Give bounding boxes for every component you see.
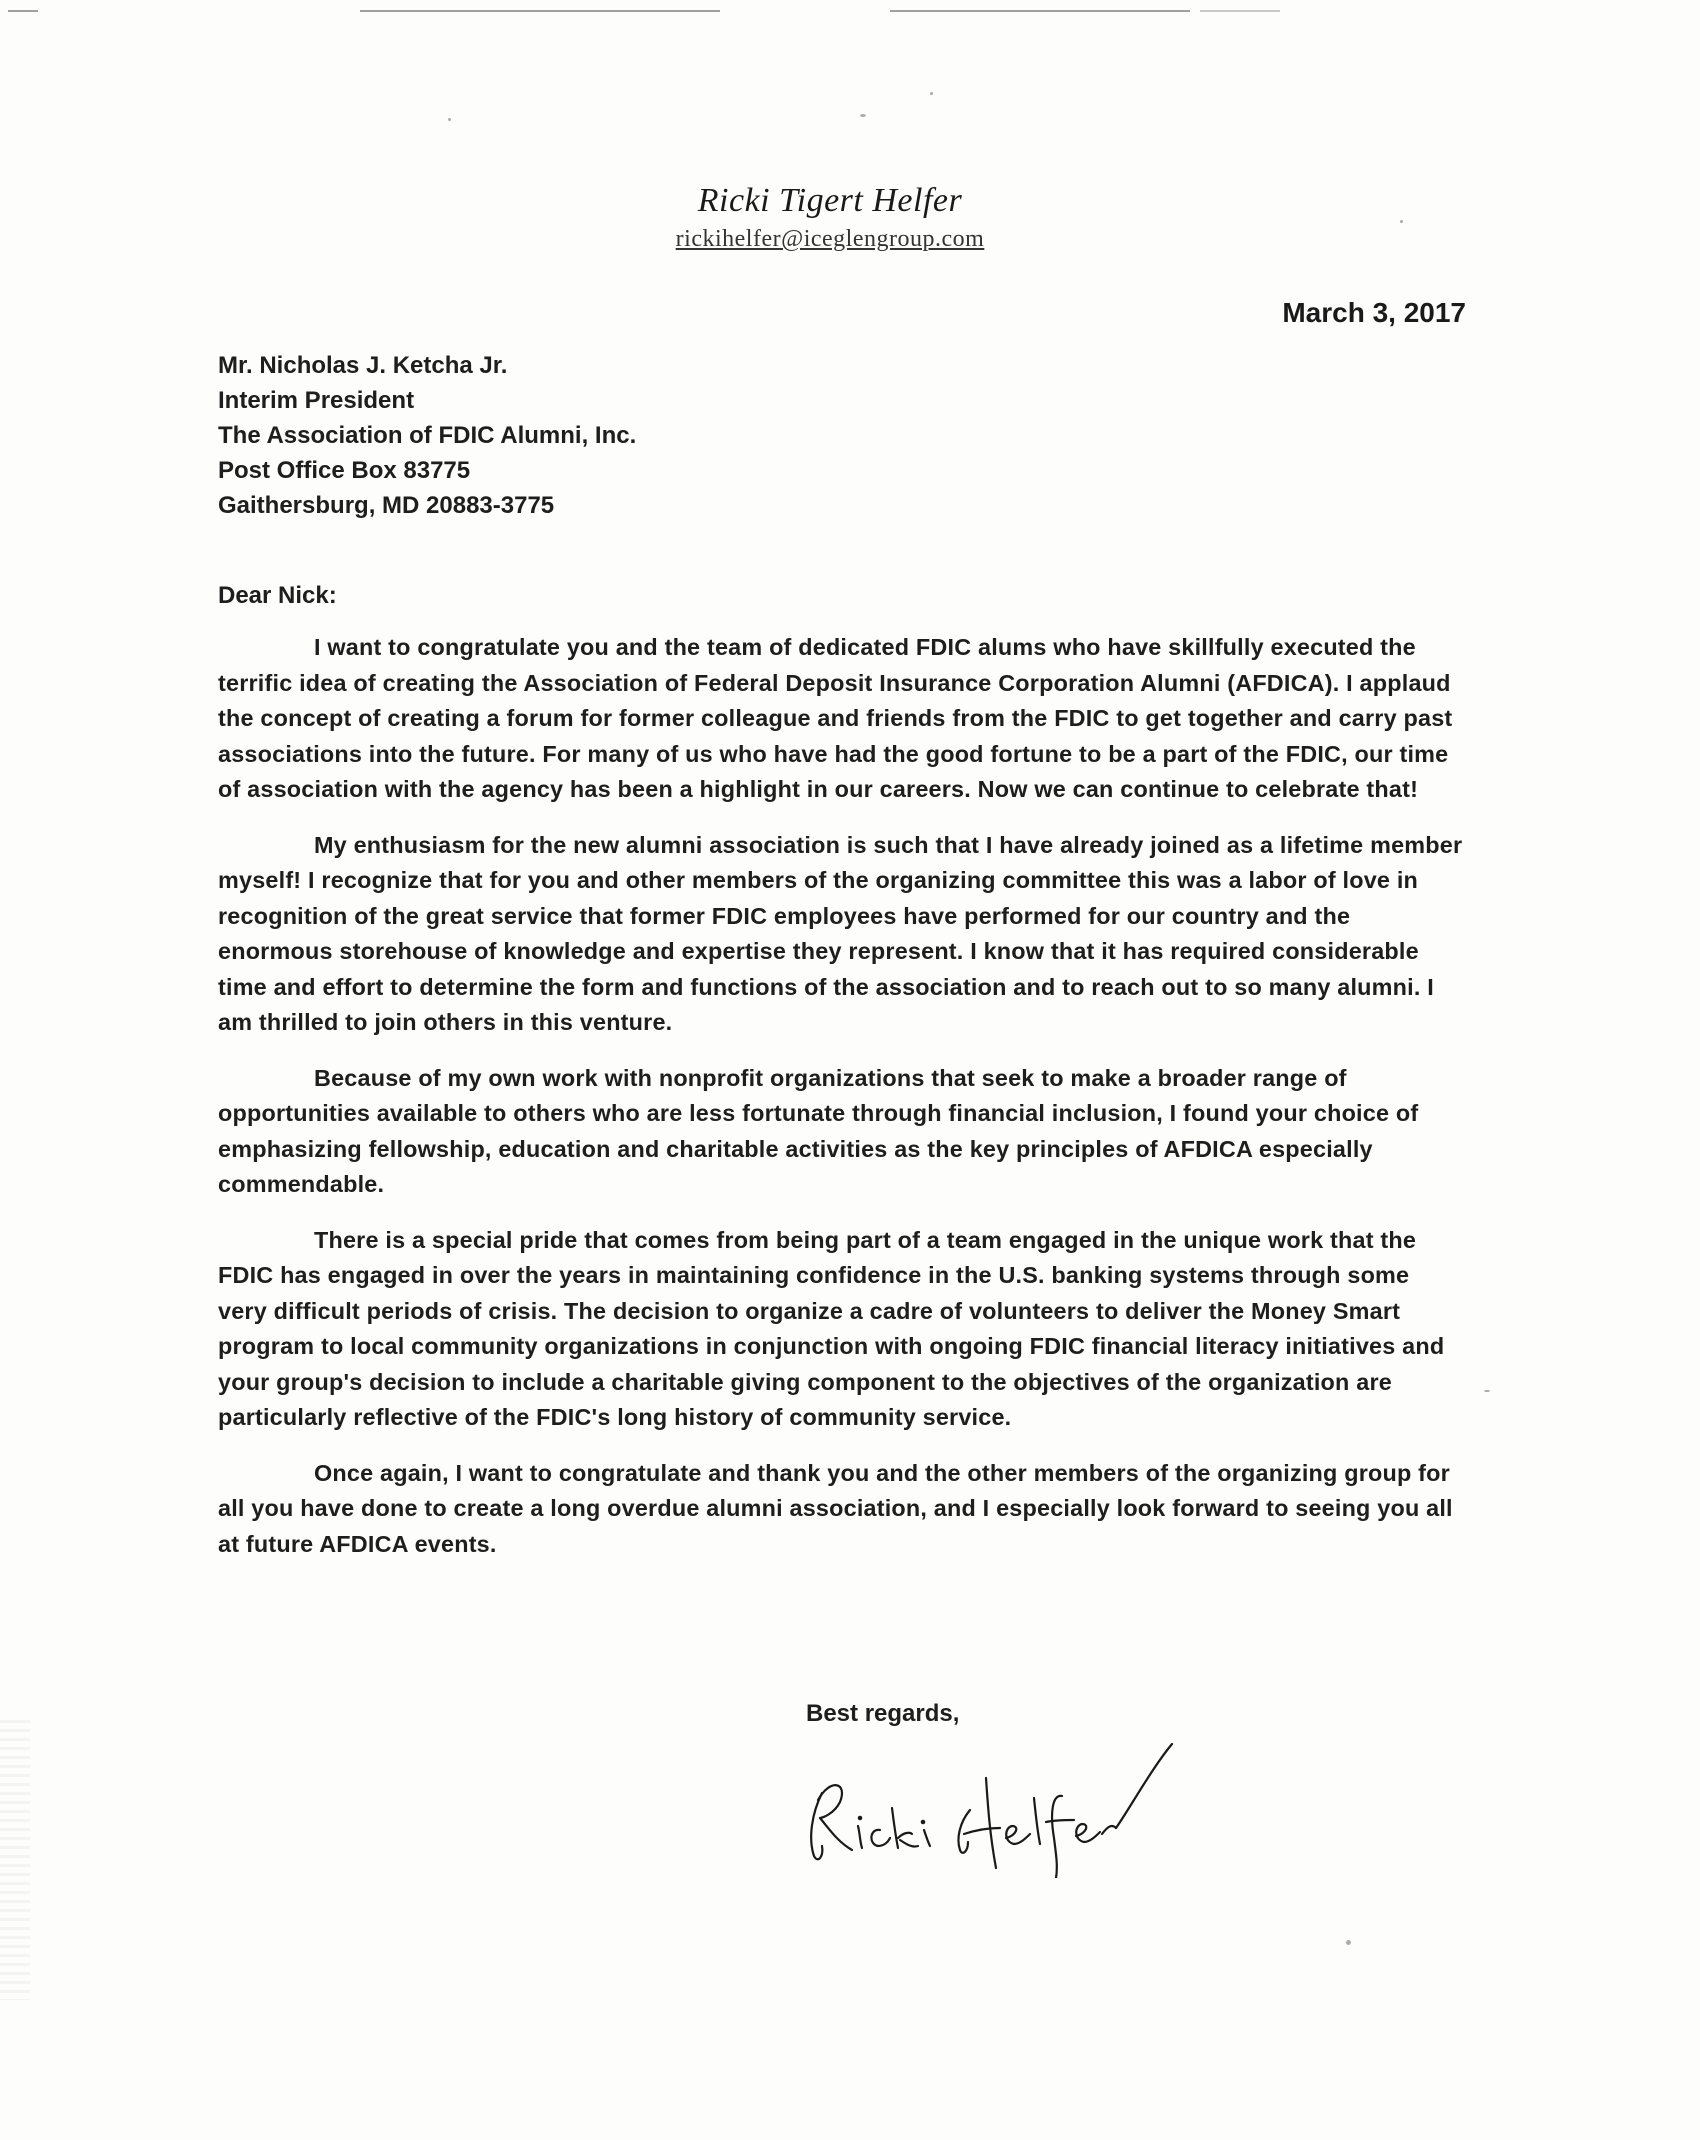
closing: Best regards, — [806, 1700, 960, 1727]
handwritten-signature — [800, 1738, 1180, 1878]
body-paragraph: Because of my own work with nonprofit organizations that seek to make a broader range of opportunities available to others who are less fortunate through financial inclusion, I found your choice of emphasizing fellowship, education and charitable activities as the key principles of AFDICA especially commendable. — [218, 1064, 1419, 1197]
salutation: Dear Nick: — [218, 582, 337, 609]
letter-date: March 3, 2017 — [1282, 297, 1466, 328]
body-paragraph: Once again, I want to congratulate and thank you and the other members of the organizing group for all you have done to create a long overdue alumni association, and I especially look forward to seeing you all at future AFDICA events. — [218, 1459, 1453, 1557]
sender-email: rickihelfer@iceglengroup.com — [675, 226, 985, 252]
body-paragraph: I want to congratulate you and the team of dedicated FDIC alums who have skillfully executed the terrific idea of creating the Association of Federal Deposit Insurance Corporation Alumni (AFDICA). I applaud the concept of creating a forum for former colleague and friends from the FDIC to get together and carry past associations into the future. For many of us who have had the good fortune to be a part of the FDIC, our time of association with the agency has been a highlight in our careers. Now we can continue to celebrate that! — [218, 634, 1453, 802]
scan-speck — [930, 92, 933, 95]
sender-name: Ricki Tigert Helfer — [697, 182, 963, 219]
scan-speck — [1484, 1390, 1490, 1392]
recipient-line: Post Office Box 83775 — [218, 457, 471, 484]
letterhead — [600, 182, 1060, 253]
scan-speck — [448, 118, 451, 121]
scan-artifact — [1200, 10, 1280, 12]
body-paragraph: There is a special pride that comes from being part of a team engaged in the unique work that the FDIC has engaged in over the years in maintaining confidence in the U.S. banking systems through some very difficult periods of crisis. The decision to organize a cadre of volunteers to deliver the Money Smart program to local community organizations in conjunction with ongoing FDIC financial literacy initiatives and your group's decision to include a charitable giving component to the objectives of the organization are particularly reflective of the FDIC's long history of community service. — [218, 1226, 1445, 1430]
scan-speck — [1400, 220, 1403, 223]
scan-artifact — [8, 10, 38, 12]
scan-artifact — [890, 10, 1190, 12]
scan-edge-shadow — [0, 1720, 30, 2000]
scan-speck — [1346, 1940, 1351, 1945]
recipient-line: Gaithersburg, MD 20883-3775 — [218, 492, 555, 519]
recipient-line: The Association of FDIC Alumni, Inc. — [218, 422, 637, 449]
recipient-address — [218, 348, 636, 523]
letter-body — [218, 630, 1463, 1582]
body-paragraph: My enthusiasm for the new alumni association is such that I have already joined as a lifetime member myself! I recognize that for you and other members of the organizing committee this was a labor of love in recognition of the great service that former FDIC employees have performed for our country and the enormous storehouse of knowledge and expertise they represent. I know that it has required considerable time and effort to determine the form and functions of the association and to reach out to so many alumni. I am thrilled to join others in this venture. — [218, 831, 1463, 1035]
scan-artifact — [360, 10, 720, 12]
recipient-line: Interim President — [218, 387, 415, 414]
recipient-line: Mr. Nicholas J. Ketcha Jr. — [218, 352, 508, 379]
scan-speck — [860, 114, 866, 117]
